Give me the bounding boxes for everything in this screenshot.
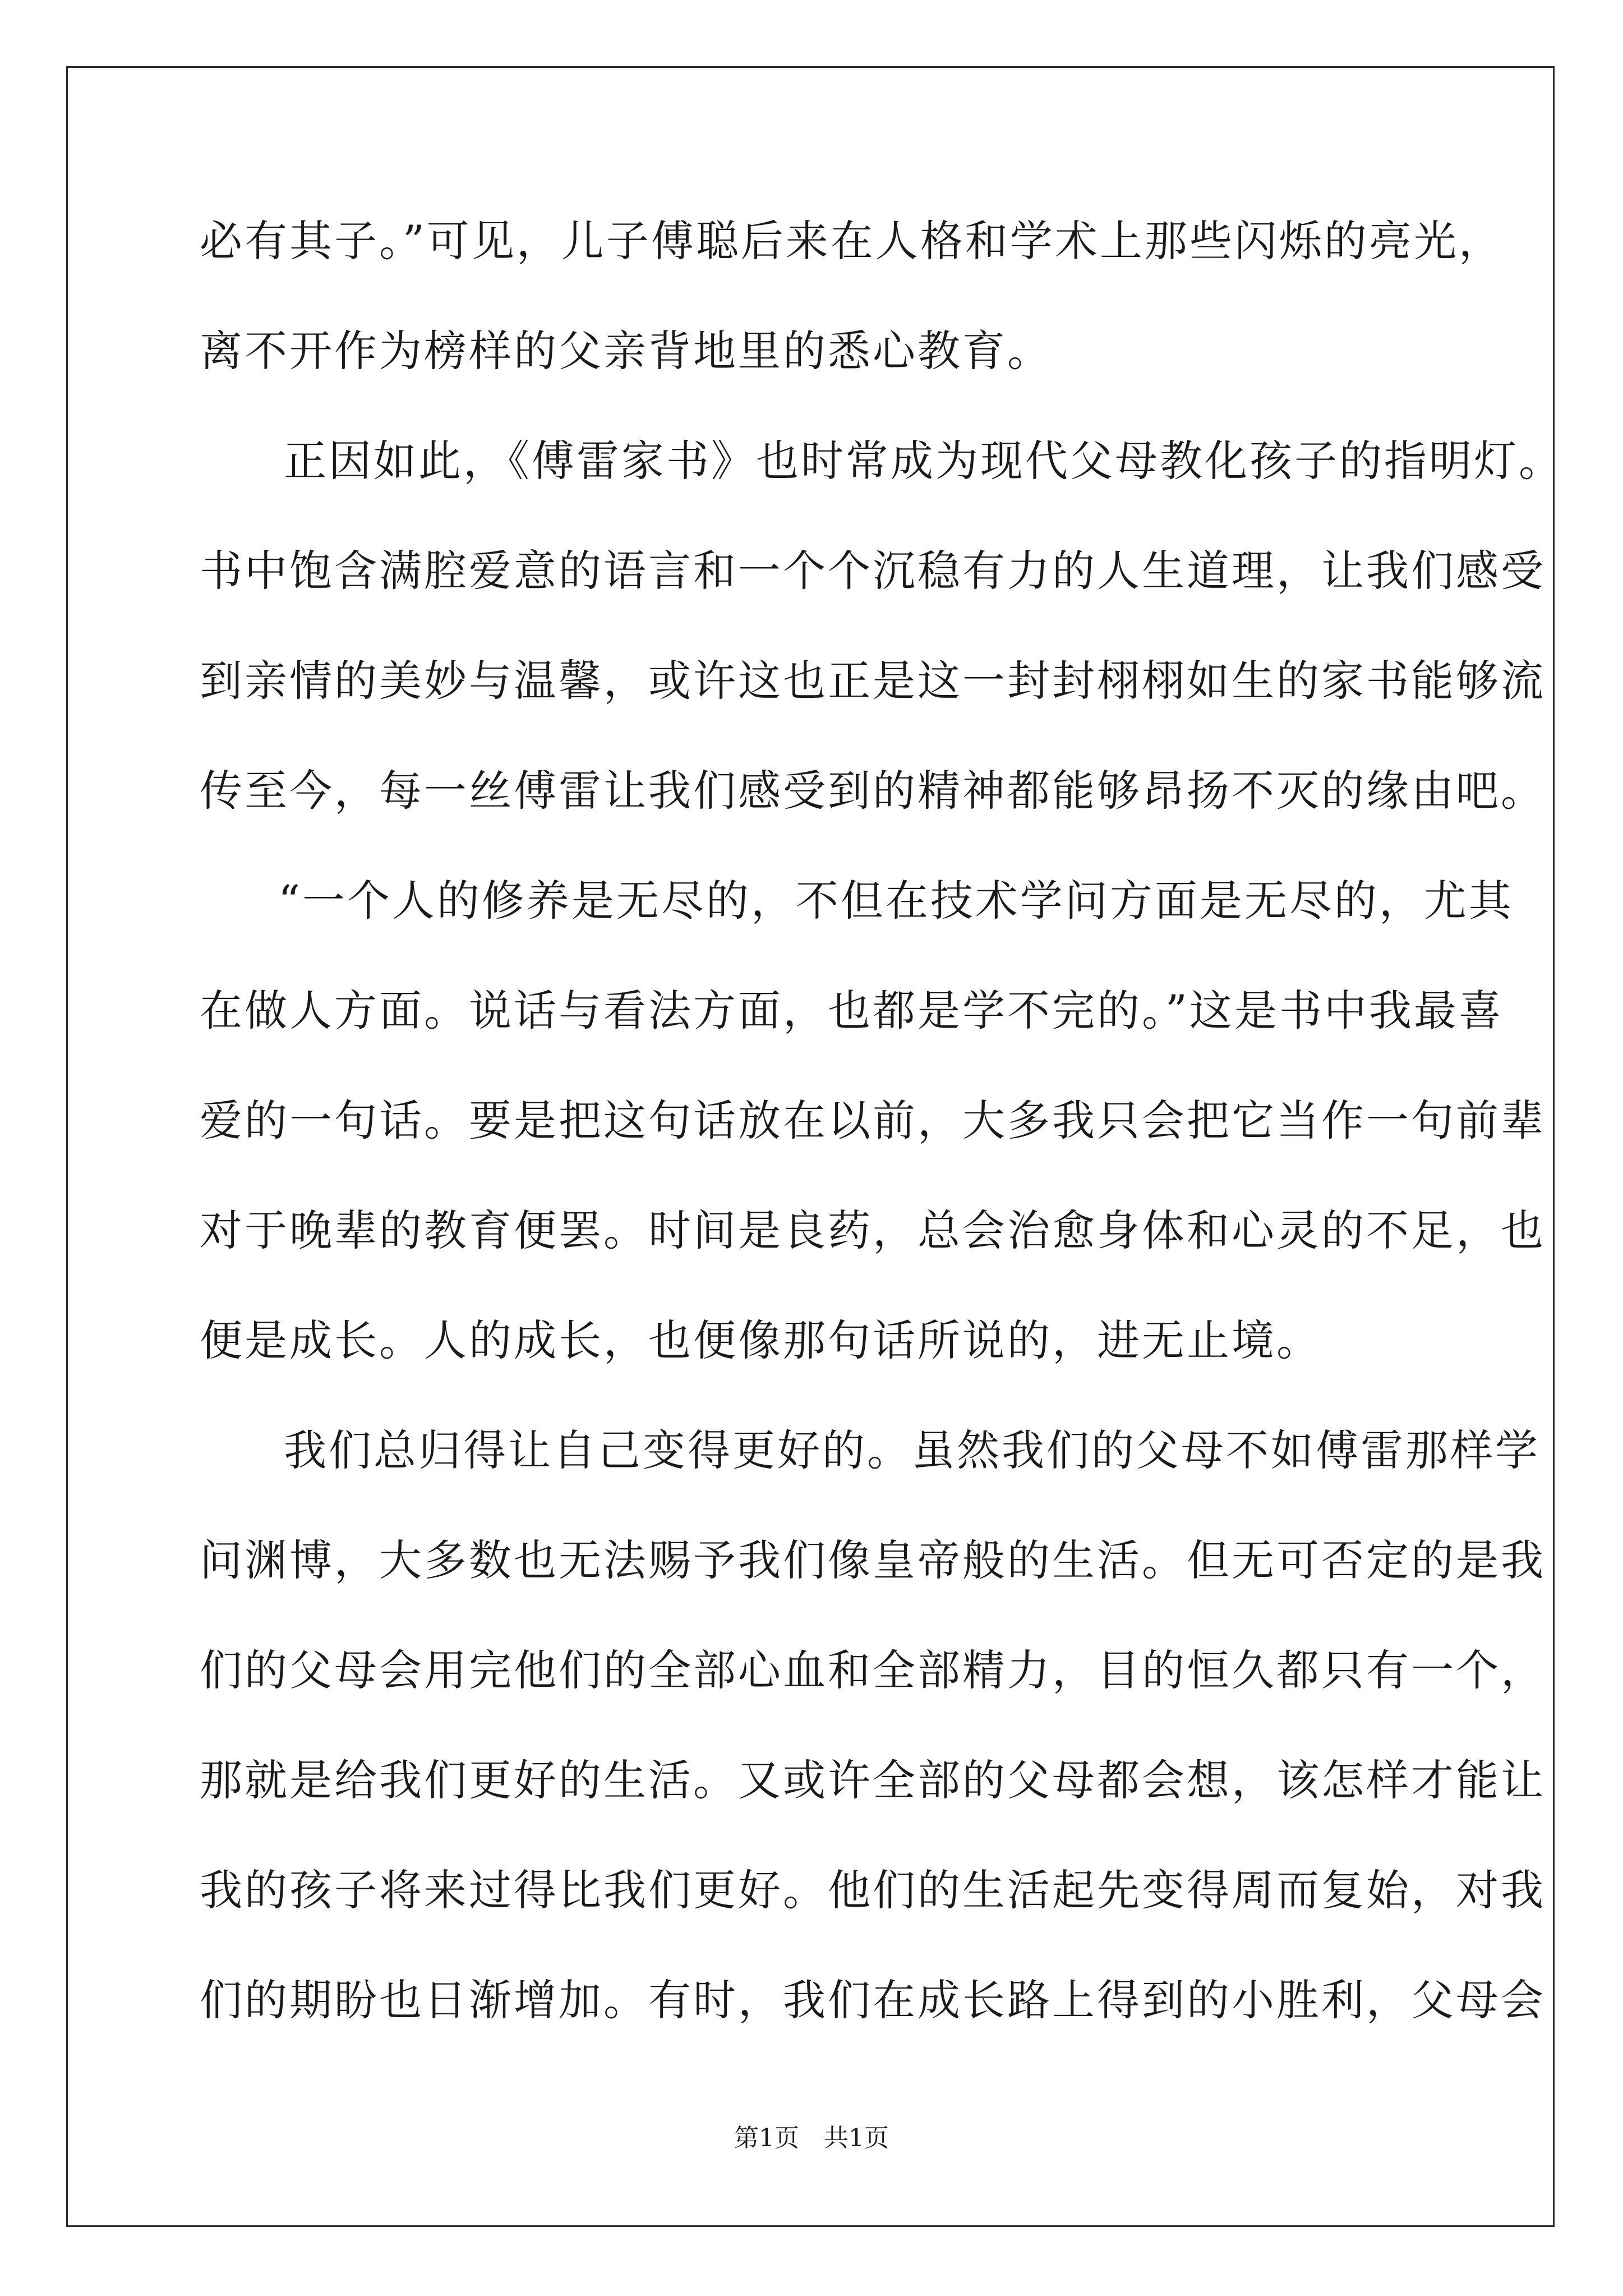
text-line: 到亲情的美妙与温馨，或许这也正是这一封封栩栩如生的家书能够流 — [200, 656, 1546, 706]
text-line: 们的期盼也日渐增加。有时，我们在成长路上得到的小胜利，父母会 — [200, 1975, 1546, 2025]
text-line: 书中饱含满腔爱意的语言和一个个沉稳有力的人生道理，让我们感受 — [200, 546, 1546, 596]
text-line: 正因如此，《傅雷家书》也时常成为现代父母教化孩子的指明灯。 — [284, 436, 1564, 486]
page-number-current: 第1页 — [734, 2124, 799, 2152]
text-line: 对于晚辈的教育便罢。时间是良药，总会治愈身体和心灵的不足，也 — [200, 1205, 1546, 1255]
text-line: 我们总归得让自己变得更好的。虽然我们的父母不如傅雷那样学 — [284, 1425, 1540, 1475]
page-number-total: 共1页 — [824, 2124, 889, 2152]
text-line: 必有其子。”可见，儿子傅聪后来在人格和学术上那些闪烁的亮光， — [200, 216, 1504, 266]
text-line: 传至今，每一丝傅雷让我们感受到的精神都能够昂扬不灭的缘由吧。 — [200, 766, 1546, 816]
text-line: 我的孩子将来过得比我们更好。他们的生活起先变得周而复始，对我 — [200, 1865, 1546, 1915]
text-line: 便是成长。人的成长，也便像那句话所说的，进无止境。 — [200, 1315, 1321, 1365]
text-line: 在做人方面。说话与看法方面，也都是学不完的。”这是书中我最喜 — [200, 986, 1504, 1036]
text-line: 爱的一句话。要是把这句话放在以前，大多我只会把它当作一句前辈 — [200, 1096, 1546, 1145]
text-line: 那就是给我们更好的生活。又或许全部的父母都会想，该怎样才能让 — [200, 1755, 1546, 1805]
text-line: 们的父母会用完他们的全部心血和全部精力，目的恒久都只有一个， — [200, 1645, 1546, 1695]
page-footer — [0, 2122, 1623, 2155]
text-line: 离不开作为榜样的父亲背地里的悉心教育。 — [200, 326, 1052, 376]
text-line: 问渊博，大多数也无法赐予我们像皇帝般的生活。但无可否定的是我 — [200, 1535, 1546, 1585]
text-line: “一个人的修养是无尽的，不但在技术学问方面是无尽的，尤其 — [278, 876, 1514, 926]
